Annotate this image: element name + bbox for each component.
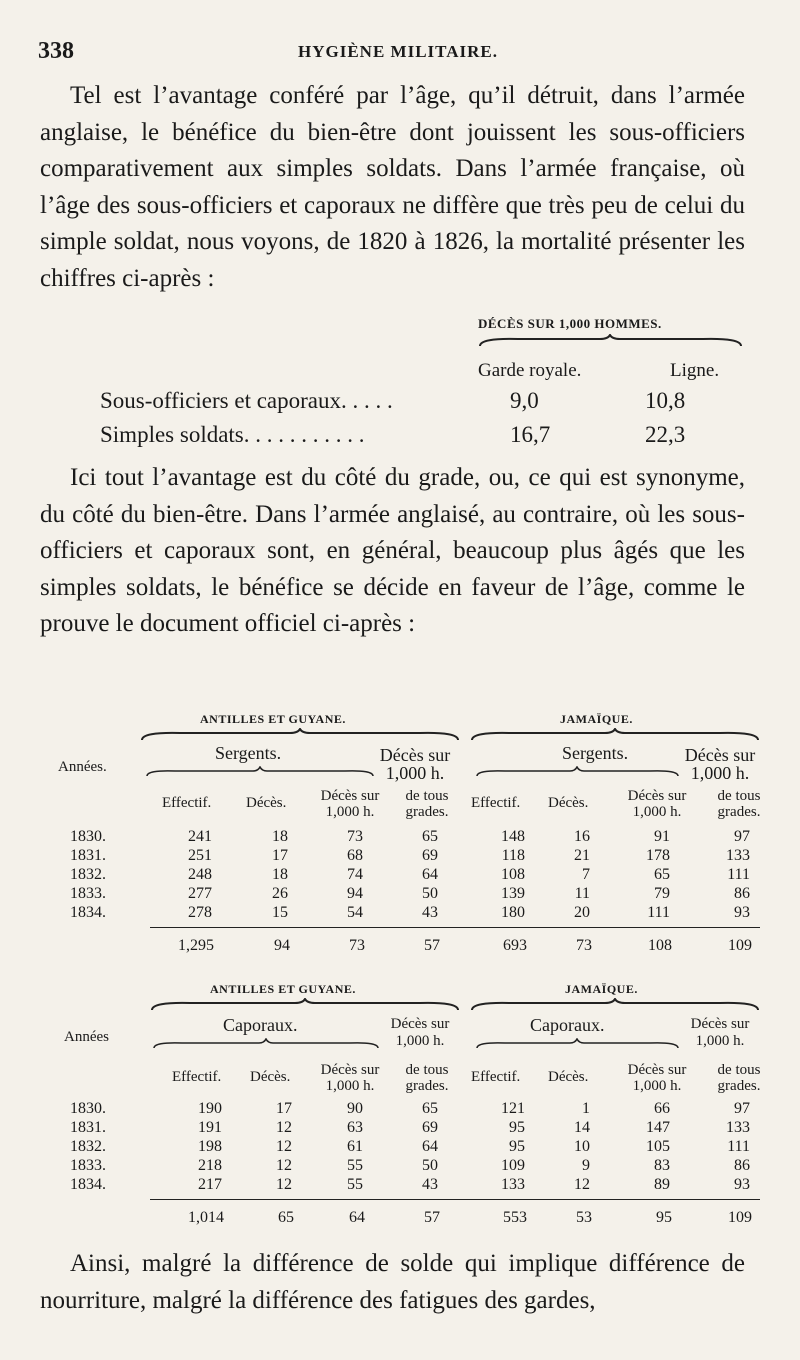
table-cell: 69 <box>422 1119 438 1136</box>
right-region-title: JAMAÏQUE. <box>560 712 633 726</box>
col-effectif-header: Effectif. <box>471 795 521 811</box>
table-cell: 180 <box>501 904 525 921</box>
col-deces-header: Décès. <box>246 795 287 811</box>
brace <box>140 728 460 742</box>
table-cell: 18 <box>272 866 288 883</box>
table-cell: 248 <box>188 866 212 883</box>
paragraph-1: Tel est l’avantage conféré par l’âge, qu’il détruit, dans l’armée anglaise, le bénéfice du bien-être dont jouissent les sous-officiers comparativement aux simples soldats. Dans l’armée française, où l’âge des sous-officiers et caporaux ne diffère que très peu de celui du simple soldat, nous voyons, de 1820 à 1826, la mortalité présenter les chiffres ci-après : <box>40 82 745 292</box>
deces-sur-header-left: Décès sur 1,000 h. <box>390 1016 450 1049</box>
paragraph-2: Ici tout l’avantage est du côté du grade, ou, ce qui est synonyme, du côté du bien-être. Dans l’armée anglaisé, au contraire, où les sous-officiers et caporaux sont, en général, beaucoup plus âgés que les simples soldats, le bénéfice se décide en faveur de l’âge, comme le prouve le document officiel ci-après : <box>40 464 745 637</box>
table-cell: 190 <box>198 1100 222 1117</box>
col-effectif-header: Effectif. <box>162 795 212 811</box>
table-cell: 218 <box>198 1157 222 1174</box>
col-effectif-header: Effectif. <box>471 1069 521 1085</box>
table-cell: 217 <box>198 1176 222 1193</box>
year-cell: 1833. <box>70 1157 106 1174</box>
table-cell: 74 <box>347 866 363 883</box>
col-de-tous-header: de tous grades. <box>717 1062 761 1094</box>
table-cell: 86 <box>734 885 750 902</box>
deces-sur-header-left: Décès sur 1,000 h. <box>379 745 451 783</box>
year-cell: 1834. <box>70 1176 106 1193</box>
col-deces-header: Décès. <box>548 1069 589 1085</box>
table-cell: 43 <box>422 1176 438 1193</box>
brace <box>470 998 760 1012</box>
left-region-title: ANTILLES ET GUYANE. <box>210 982 356 996</box>
table-cell: 109 <box>501 1157 525 1174</box>
total-rule <box>150 1199 760 1200</box>
total-cell: 53 <box>576 1209 592 1226</box>
table-cell: 139 <box>501 885 525 902</box>
table-cell: 95 <box>509 1119 525 1136</box>
value-ligne: 22,3 <box>645 422 686 447</box>
sergents-table <box>40 708 760 968</box>
table-cell: 11 <box>574 885 590 902</box>
table-cell: 50 <box>422 885 438 902</box>
table-cell: 54 <box>347 904 363 921</box>
total-cell: 94 <box>274 937 290 954</box>
total-cell: 1,014 <box>188 1209 224 1226</box>
group-header-right: Caporaux. <box>530 1015 605 1035</box>
table-cell: 105 <box>646 1138 670 1155</box>
years-header: Années. <box>58 759 107 775</box>
table-cell: 69 <box>422 847 438 864</box>
table-cell: 111 <box>647 904 670 921</box>
table-cell: 191 <box>198 1119 222 1136</box>
row-label: Sous-officiers et caporaux. . . . . <box>100 388 393 413</box>
table-cell: 12 <box>276 1176 292 1193</box>
table-cell: 118 <box>501 847 525 864</box>
table-cell: 17 <box>272 847 288 864</box>
brace <box>150 998 460 1012</box>
table-cell: 133 <box>501 1176 525 1193</box>
table-cell: 68 <box>347 847 363 864</box>
total-rule <box>150 927 760 928</box>
table-cell: 10 <box>574 1138 590 1155</box>
value-garde-royale: 9,0 <box>510 388 539 413</box>
total-cell: 95 <box>656 1209 672 1226</box>
brace <box>152 1038 380 1050</box>
table-cell: 89 <box>654 1176 670 1193</box>
table-cell: 21 <box>574 847 590 864</box>
table-cell: 147 <box>646 1119 670 1136</box>
table-cell: 111 <box>727 1138 750 1155</box>
column-ligne: Ligne. <box>670 360 720 381</box>
brace <box>475 766 680 778</box>
table-cell: 50 <box>422 1157 438 1174</box>
table-cell: 63 <box>347 1119 363 1136</box>
total-cell: 109 <box>728 937 752 954</box>
brace <box>470 728 760 742</box>
table-cell: 43 <box>422 904 438 921</box>
table-cell: 94 <box>347 885 363 902</box>
mortality-row <box>100 388 700 420</box>
total-cell: 73 <box>349 937 365 954</box>
table-cell: 64 <box>422 1138 438 1155</box>
mortality-row <box>100 422 700 454</box>
year-cell: 1832. <box>70 866 106 883</box>
table-cell: 277 <box>188 885 212 902</box>
brace <box>478 334 743 348</box>
table-cell: 93 <box>734 1176 750 1193</box>
total-cell: 57 <box>424 937 440 954</box>
paragraph-3: Ainsi, malgré la différence de solde qui implique différence de nourriture, malgré la différence des fatigues des gardes, <box>40 1250 745 1314</box>
table-cell: 133 <box>726 847 750 864</box>
row-label: Simples soldats. . . . . . . . . . . <box>100 422 365 447</box>
table-cell: 90 <box>347 1100 363 1117</box>
value-garde-royale: 16,7 <box>510 422 551 447</box>
total-cell: 65 <box>278 1209 294 1226</box>
table-cell: 79 <box>654 885 670 902</box>
table-cell: 108 <box>501 866 525 883</box>
table-cell: 133 <box>726 1119 750 1136</box>
year-cell: 1830. <box>70 828 106 845</box>
group-header-left: Caporaux. <box>223 1015 298 1035</box>
table-cell: 9 <box>582 1157 590 1174</box>
years-header: Années <box>64 1029 109 1045</box>
value-ligne: 10,8 <box>645 388 686 413</box>
table-cell: 7 <box>582 866 590 883</box>
col-effectif-header: Effectif. <box>172 1069 222 1085</box>
total-cell: 73 <box>576 937 592 954</box>
col-deces-sur-header: Décès sur 1,000 h. <box>627 1062 687 1094</box>
table-cell: 65 <box>422 1100 438 1117</box>
table-cell: 64 <box>422 866 438 883</box>
table-cell: 15 <box>272 904 288 921</box>
group-header-right: Sergents. <box>562 743 629 763</box>
year-cell: 1831. <box>70 847 106 864</box>
table-cell: 17 <box>276 1100 292 1117</box>
table-cell: 14 <box>574 1119 590 1136</box>
table-cell: 12 <box>276 1119 292 1136</box>
table-cell: 65 <box>422 828 438 845</box>
table-cell: 55 <box>347 1176 363 1193</box>
total-cell: 693 <box>503 937 527 954</box>
table-cell: 97 <box>734 1100 750 1117</box>
caporaux-table <box>40 978 760 1238</box>
brace <box>475 1038 680 1050</box>
table-cell: 97 <box>734 828 750 845</box>
table-cell: 1 <box>582 1100 590 1117</box>
table-cell: 83 <box>654 1157 670 1174</box>
table-cell: 148 <box>501 828 525 845</box>
col-deces-sur-header: Décès sur 1,000 h. <box>627 788 687 820</box>
right-region-title: JAMAÏQUE. <box>565 982 638 996</box>
col-deces-header: Décès. <box>548 795 589 811</box>
table-cell: 91 <box>654 828 670 845</box>
table-cell: 26 <box>272 885 288 902</box>
table-cell: 20 <box>574 904 590 921</box>
table-cell: 241 <box>188 828 212 845</box>
total-cell: 109 <box>728 1209 752 1226</box>
table-cell: 198 <box>198 1138 222 1155</box>
table-cell: 66 <box>654 1100 670 1117</box>
table-cell: 12 <box>276 1138 292 1155</box>
table-cell: 73 <box>347 828 363 845</box>
total-cell: 553 <box>503 1209 527 1226</box>
table-cell: 12 <box>574 1176 590 1193</box>
col-de-tous-header: de tous grades. <box>405 788 449 820</box>
col-de-tous-header: de tous grades. <box>717 788 761 820</box>
page-number: 338 <box>38 38 74 64</box>
total-cell: 1,295 <box>178 937 214 954</box>
table-cell: 18 <box>272 828 288 845</box>
mortality-table-title: DÉCÈS SUR 1,000 HOMMES. <box>478 316 662 331</box>
brace <box>145 766 375 778</box>
table-cell: 95 <box>509 1138 525 1155</box>
table-cell: 65 <box>654 866 670 883</box>
page-header <box>38 38 758 66</box>
year-cell: 1830. <box>70 1100 106 1117</box>
table-cell: 111 <box>727 866 750 883</box>
deces-sur-header-right: Décès sur 1,000 h. <box>690 1016 750 1049</box>
total-cell: 57 <box>424 1209 440 1226</box>
running-head: HYGIÈNE MILITAIRE. <box>298 42 498 61</box>
table-cell: 16 <box>574 828 590 845</box>
left-region-title: ANTILLES ET GUYANE. <box>200 712 346 726</box>
table-cell: 55 <box>347 1157 363 1174</box>
group-header-left: Sergents. <box>215 743 282 763</box>
table-cell: 86 <box>734 1157 750 1174</box>
year-cell: 1832. <box>70 1138 106 1155</box>
year-cell: 1834. <box>70 904 106 921</box>
col-deces-sur-header: Décès sur 1,000 h. <box>320 1062 380 1094</box>
year-cell: 1833. <box>70 885 106 902</box>
table-cell: 251 <box>188 847 212 864</box>
table-cell: 121 <box>501 1100 525 1117</box>
col-deces-header: Décès. <box>250 1069 291 1085</box>
total-cell: 108 <box>648 937 672 954</box>
column-garde-royale: Garde royale. <box>478 360 582 381</box>
table-cell: 93 <box>734 904 750 921</box>
table-cell: 178 <box>646 847 670 864</box>
total-cell: 64 <box>349 1209 365 1226</box>
col-de-tous-header: de tous grades. <box>405 1062 449 1094</box>
col-deces-sur-header: Décès sur 1,000 h. <box>320 788 380 820</box>
table-cell: 61 <box>347 1138 363 1155</box>
year-cell: 1831. <box>70 1119 106 1136</box>
deces-sur-header-right: Décès sur 1,000 h. <box>684 745 756 783</box>
table-cell: 278 <box>188 904 212 921</box>
table-cell: 12 <box>276 1157 292 1174</box>
